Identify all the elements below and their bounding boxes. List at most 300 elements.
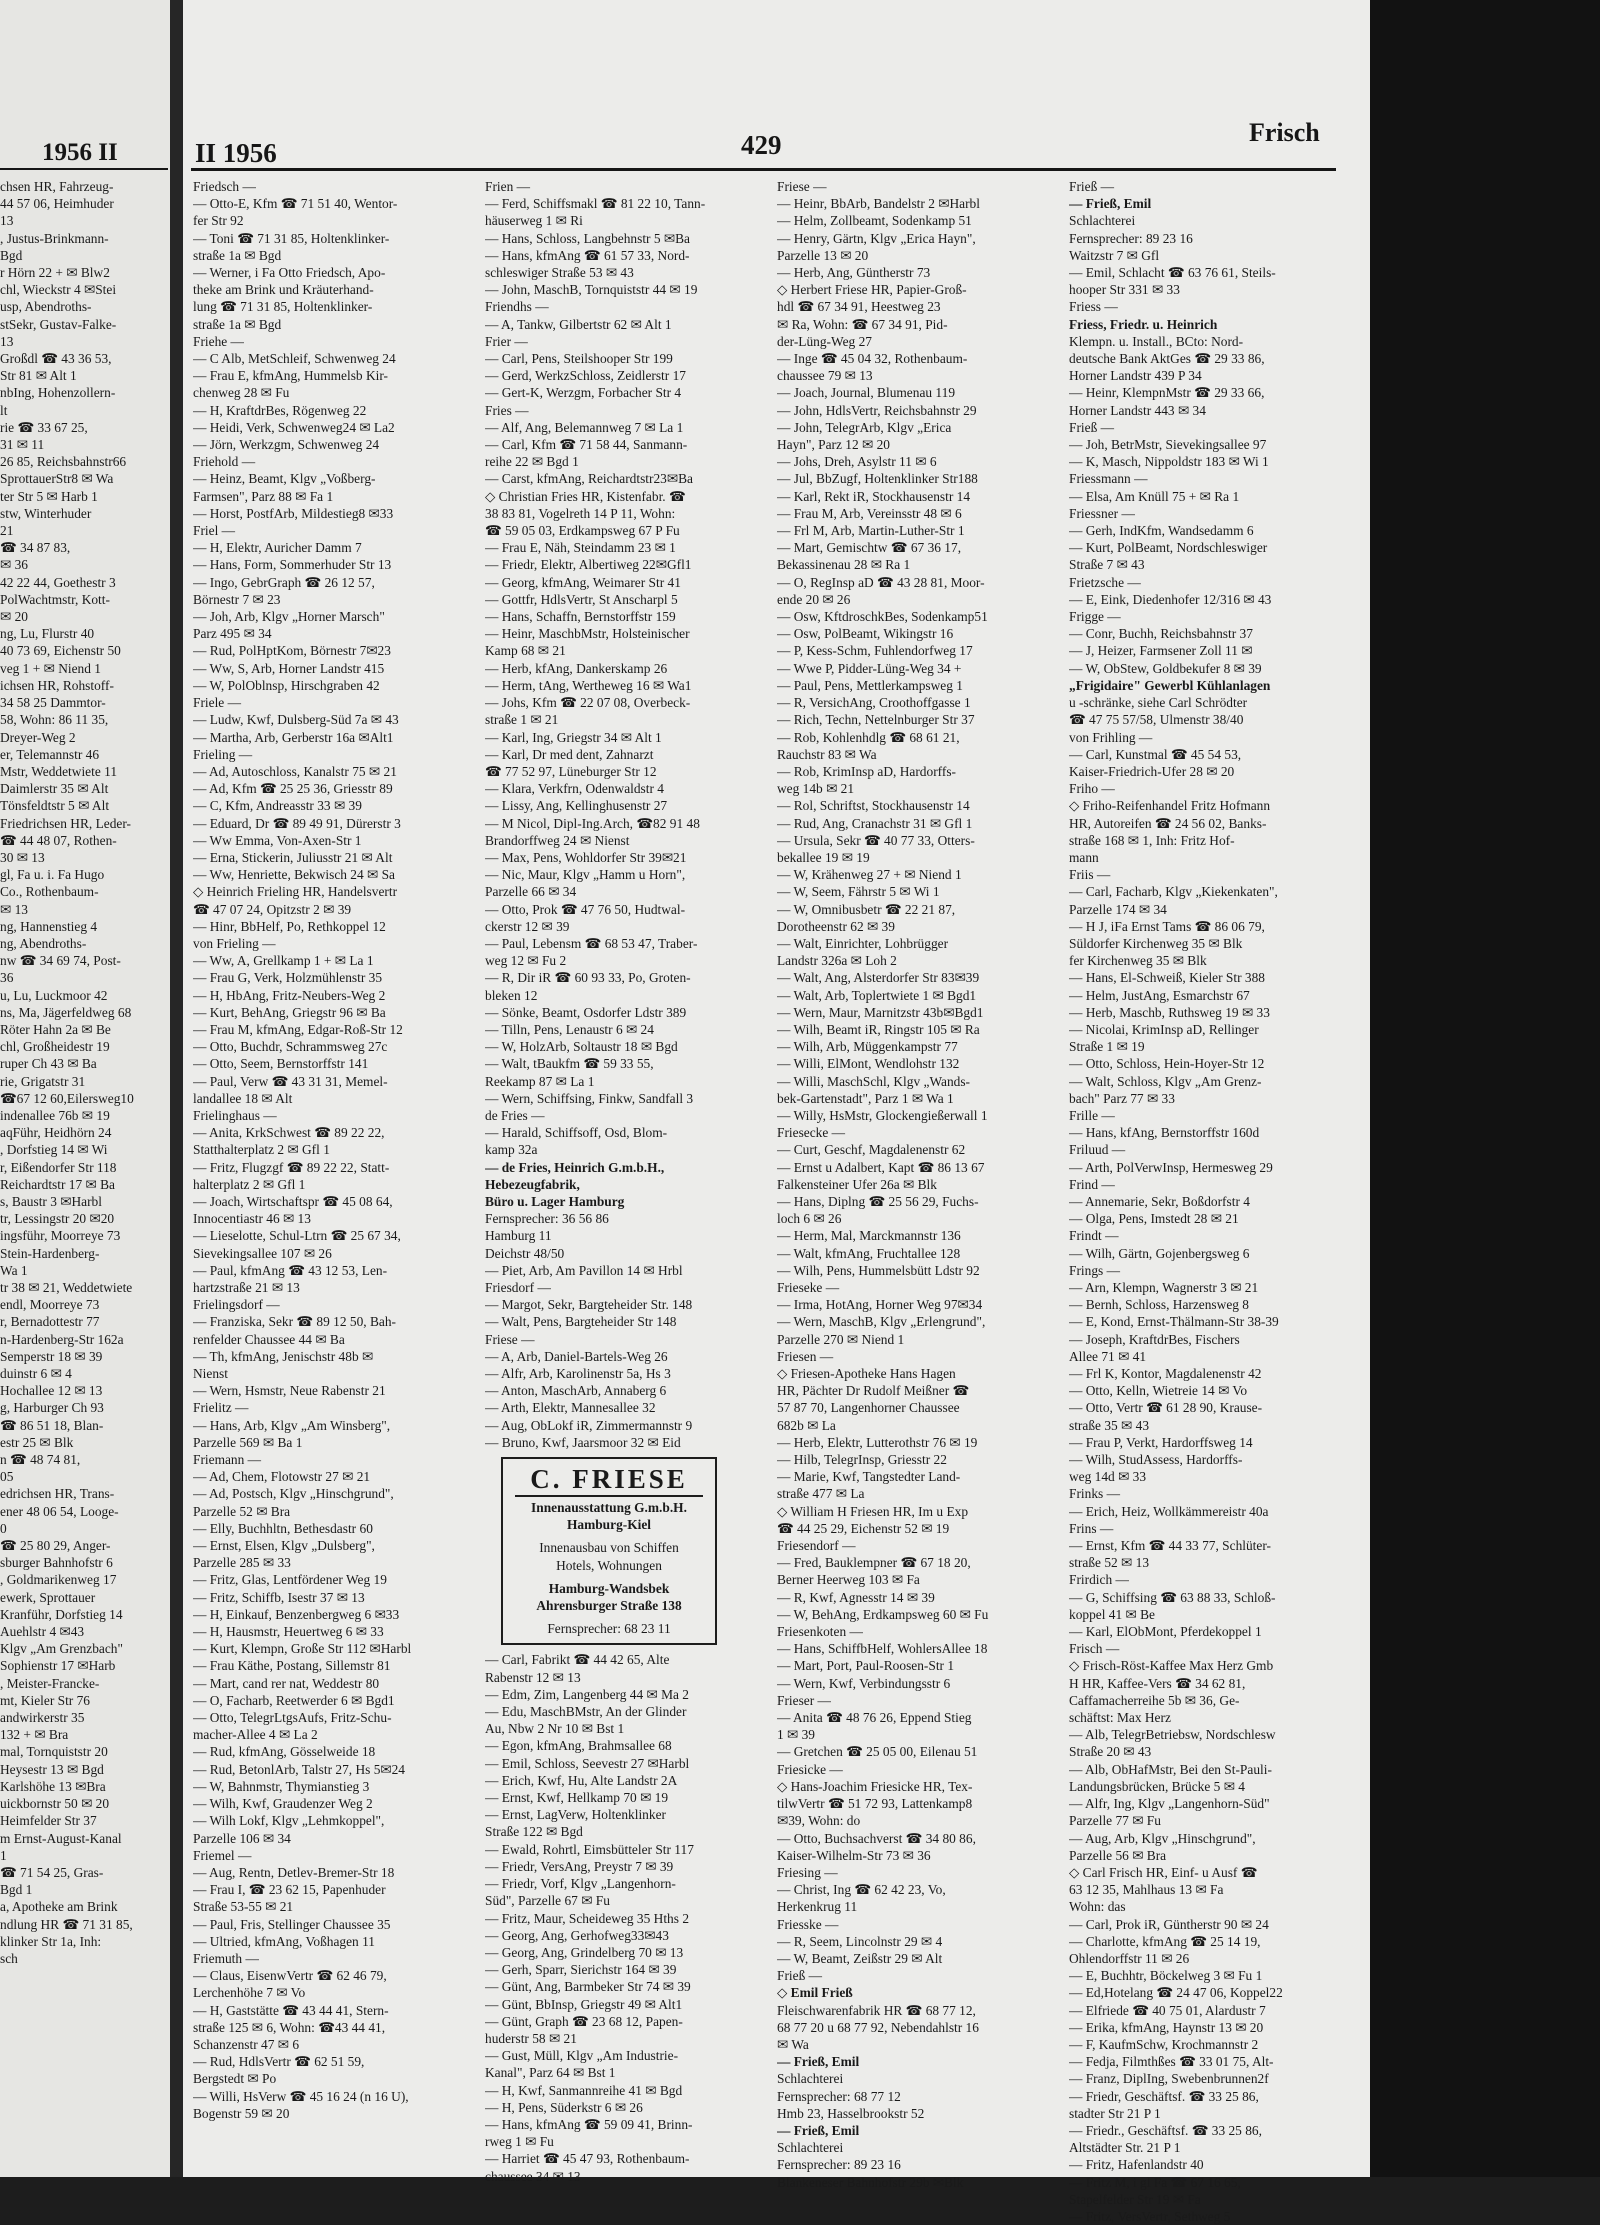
- ad-line-1: Innenausbau von Schiffen: [539, 1540, 679, 1556]
- directory-entry-line: Schlachterei: [777, 2140, 844, 2156]
- directory-entry-line: straße 1a ✉ Bgd: [193, 247, 282, 263]
- directory-entry-line: — Hilb, TelegrInsp, Griesstr 22: [777, 1452, 947, 1468]
- directory-entry-line: — W, Beamt, Zeißstr 29 ✉ Alt: [777, 1950, 943, 1966]
- running-head: Frisch: [1249, 118, 1320, 147]
- directory-entry-line: Bekassinenau 28 ✉ Ra 1: [777, 557, 911, 573]
- directory-entry-line: — Eduard, Dr ☎ 89 49 91, Dürerstr 3: [193, 815, 401, 831]
- directory-entry-line: — Fedja, Filmthßes ☎ 33 01 75, Alt-: [1069, 2054, 1274, 2070]
- directory-entry-line: Parzelle 66 ✉ 34: [485, 884, 577, 900]
- directory-entry-line: ☎ 44 25 29, Eichenstr 52 ✉ 19: [777, 1520, 950, 1536]
- directory-entry-line: Frieling —: [193, 746, 253, 762]
- directory-entry-line: — Willi, HsVerw ☎ 45 16 24 (n 16 U),: [193, 2088, 409, 2104]
- directory-entry-line: — Frau I, ☎ 23 62 15, Papenhuder: [193, 1882, 386, 1898]
- directory-entry-line: Frieß —: [777, 1968, 823, 1984]
- fragment-line: a, Apotheke am Brink: [0, 1899, 118, 1915]
- column-1: [193, 178, 483, 2122]
- directory-entry-line: — Ad, Postsch, Klgv „Hinschgrund",: [193, 1486, 394, 1502]
- directory-entry-line: — Rud, kfmAng, Gösselweide 18: [193, 1744, 376, 1760]
- directory-entry-line: — Rob, KrimInsp aD, Hardorffs-: [777, 763, 957, 779]
- directory-entry-line: — Walt, Einrichter, Lohbrügger: [777, 935, 949, 951]
- directory-entry-line: — Heinr, KlempnMstr ☎ 29 33 66,: [1069, 385, 1265, 401]
- directory-entry-line: Straße 53-55 ✉ 21: [193, 1899, 294, 1915]
- directory-entry-line: — Johs, Kfm ☎ 22 07 08, Overbeck-: [485, 695, 691, 711]
- directory-entry-line: — Aug, ObLokf iR, Zimmermannstr 9: [485, 1417, 693, 1433]
- directory-entry-line: Allee 71 ✉ 41: [1069, 1348, 1147, 1364]
- directory-entry-line: — Franziska, Sekr ☎ 89 12 50, Bah-: [193, 1314, 397, 1330]
- directory-entry-line: — Frieß, Emil: [777, 2122, 860, 2138]
- directory-entry-line: — Georg, kfmAng, Weimarer Str 41: [485, 574, 681, 590]
- directory-entry-line: von Frihling —: [1069, 729, 1153, 745]
- directory-entry-line: — Erika, kfmAng, Haynstr 13 ✉ 20: [1069, 2019, 1264, 2035]
- fragment-line: sburger Bahnhofstr 6: [0, 1555, 113, 1571]
- directory-entry-line: rweg 1 ✉ Fu: [485, 2134, 554, 2150]
- fragment-line: rie, Grigatstr 31: [0, 1073, 86, 1089]
- directory-entry-line: — Frieß, Emil: [1069, 196, 1152, 212]
- fragment-line: ndlung HR ☎ 71 31 85,: [0, 1916, 133, 1932]
- directory-entry-line: — Egon, kfmAng, Brahmsallee 68: [485, 1738, 672, 1754]
- directory-entry-line: Rauchstr 83 ✉ Wa: [777, 746, 877, 762]
- directory-entry-line: Straße 122 ✉ Bgd: [485, 1824, 583, 1840]
- directory-entry-line: Friehold —: [193, 454, 256, 470]
- directory-entry-line: — Ernst, Kfm ☎ 44 33 77, Schlüter-: [1069, 1538, 1271, 1554]
- directory-entry-line: ☎ 59 05 03, Erdkampsweg 67 P Fu: [485, 523, 680, 539]
- directory-entry-line: Caffamacherreihe 5b ✉ 36, Ge-: [1069, 1692, 1240, 1708]
- directory-entry-line: Landungsbrücken, Brücke 5 ✉ 4: [1069, 1778, 1245, 1794]
- directory-entry-line: H HR, Kaffee-Vers ☎ 34 62 81,: [1069, 1675, 1246, 1691]
- directory-entry-line: — Elly, Buchhltn, Bethesdastr 60: [193, 1520, 373, 1536]
- directory-entry-line: straße 477 ✉ La: [777, 1486, 865, 1502]
- directory-entry-line: straße 52 ✉ 13: [1069, 1555, 1150, 1571]
- directory-entry-line: — E, Eink, Diedenhofer 12/316 ✉ 43: [1069, 591, 1272, 607]
- directory-entry-line: — K, Masch, Nippoldstr 183 ✉ Wi 1: [1069, 454, 1269, 470]
- directory-entry-line: — Walt, kfmAng, Fruchtallee 128: [777, 1245, 961, 1261]
- directory-entry-line: — H, Einkauf, Benzenbergweg 6 ✉33: [193, 1606, 400, 1622]
- directory-entry-line: — Annemarie, Sekr, Boßdorfstr 4: [1069, 1193, 1250, 1209]
- previous-page-header: 1956 II: [42, 139, 118, 166]
- directory-entry-line: — Alb, TelegrBetriebsw, Nordschlesw: [1069, 1727, 1276, 1743]
- directory-entry-line: — Elsa, Am Knüll 75 + ✉ Ra 1: [1069, 488, 1240, 504]
- directory-entry-line: — Erna, Stickerin, Juliusstr 21 ✉ Alt: [193, 849, 393, 865]
- ad-phone: Fernsprecher: 68 23 11: [547, 1621, 671, 1637]
- directory-entry-line: — Hans, kfAng, Bernstorffstr 160d: [1069, 1125, 1260, 1141]
- directory-entry-line: Friesicke —: [777, 1761, 843, 1777]
- directory-entry-line: — Günt, Ang, Barmbeker Str 74 ✉ 39: [485, 1979, 691, 1995]
- directory-entry-line: — E, Kond, Ernst-Thälmann-Str 38-39: [1069, 1314, 1279, 1330]
- fragment-line: 1: [0, 1847, 7, 1863]
- directory-entry-line: Friel —: [193, 523, 236, 539]
- fragment-line: ng, Lu, Flurstr 40: [0, 626, 95, 642]
- directory-entry-line: — Walt, Arb, Toplertwiete 1 ✉ Bgd1: [777, 987, 977, 1003]
- fragment-line: veg 1 + ✉ Niend 1: [0, 660, 101, 676]
- directory-entry-line: — H, Pens, Süderkstr 6 ✉ 26: [485, 2099, 643, 2115]
- fragment-line: 05: [0, 1469, 14, 1485]
- directory-entry-line: — Ursula, Sekr ☎ 40 77 33, Otters-: [777, 832, 975, 848]
- directory-entry-line: — Otto, Buchdr, Schrammsweg 27c: [193, 1039, 388, 1055]
- directory-entry-line: — Friedr, Vorf, Klgv „Langenhorn-: [485, 1876, 676, 1892]
- scan-margin: [1370, 0, 1600, 2177]
- fragment-line: s, Baustr 3 ✉Harbl: [0, 1193, 102, 1209]
- fragment-line: rie ☎ 33 67 25,: [0, 419, 88, 435]
- directory-entry-line: — Hans, Schloss, Langbehnstr 5 ✉Ba: [485, 230, 690, 246]
- directory-entry-line: — Hans, Arb, Klgv „Am Winsberg",: [193, 1417, 391, 1433]
- directory-entry-line: Fernsprecher: 36 56 86: [485, 1211, 609, 1227]
- directory-entry-line: weg 12 ✉ Fu 2: [485, 953, 567, 969]
- page-number: 429: [741, 130, 782, 160]
- directory-entry-line: — Frl M, Arb, Martin-Luther-Str 1: [777, 523, 965, 539]
- directory-entry-line: — Kurt, Klempn, Große Str 112 ✉Harbl: [193, 1641, 412, 1657]
- fragment-line: 13: [0, 213, 14, 229]
- column-2-entries-top: [485, 178, 775, 1451]
- directory-entry-line: — Willi, MaschSchl, Klgv „Wands-: [777, 1073, 971, 1089]
- directory-entry-line: Parzelle 106 ✉ 34: [193, 1830, 291, 1846]
- directory-entry-line: lung ☎ 71 31 85, Holtenklinker-: [193, 299, 373, 315]
- directory-entry-line: hartzstraße 21 ✉ 13: [193, 1280, 300, 1295]
- directory-entry-line: — Th, kfmAng, Jenischstr 48b ✉: [193, 1348, 374, 1364]
- fragment-line: ter Str 5 ✉ Harb 1: [0, 488, 98, 504]
- fragment-line: 13: [0, 333, 14, 349]
- fragment-line: ener 48 06 54, Looge-: [0, 1503, 119, 1519]
- fragment-line: chl, Wieckstr 4 ✉Stei: [0, 282, 117, 298]
- directory-entry-line: — Tilln, Pens, Lenaustr 6 ✉ 24: [485, 1021, 654, 1037]
- directory-entry-line: — John, MaschB, Tornquiststr 44 ✉ 19: [485, 282, 698, 298]
- directory-entry-line: Stapelfelder Str 19 ✉ Fa: [1069, 2191, 1201, 2207]
- directory-entry-line: — Frau P, Verkt, Hardorffsweg 14: [1069, 1434, 1253, 1450]
- fragment-line: uickbornstr 50 ✉ 20: [0, 1796, 110, 1812]
- directory-entry-line: Falkensteiner Ufer 26a ✉ Blk: [777, 1176, 937, 1192]
- fragment-line: Wa 1: [0, 1262, 28, 1278]
- directory-entry-line: Nienst: [193, 1366, 228, 1382]
- fragment-line: Sophienstr 17 ✉Harb: [0, 1658, 116, 1674]
- fragment-line: Auehlstr 4 ✉43: [0, 1624, 85, 1640]
- directory-entry-line: Waitzstr 7 ✉ Gfl: [1069, 247, 1160, 263]
- directory-entry-line: straße 1a ✉ Bgd: [193, 316, 282, 332]
- directory-entry-line: Hmb 23, Hasselbrookstr 52: [777, 2105, 925, 2121]
- directory-entry-line: Friessmann —: [1069, 471, 1148, 487]
- fragment-line: 0: [0, 1520, 7, 1536]
- directory-entry-line: — Anita ☎ 48 76 26, Eppend Stieg: [777, 1710, 972, 1726]
- directory-entry-line: — Martha, Arb, Gerberstr 16a ✉Alt1: [193, 729, 394, 745]
- directory-entry-line: — E, Buchhtr, Böckelweg 3 ✉ Fu 1: [1069, 1968, 1263, 1984]
- directory-entry-line: — Emil, Schloss, Seevestr 27 ✉Harbl: [485, 1755, 690, 1771]
- fragment-line: , Justus-Brinkmann-: [0, 230, 109, 246]
- directory-entry-line: de Fries —: [485, 1107, 545, 1123]
- directory-entry-line: — Alf, Ang, Belemannweg 7 ✉ La 1: [485, 419, 684, 435]
- directory-entry-line: — Herb, kfAng, Dankerskamp 26: [485, 660, 668, 676]
- directory-entry-line: ☎ 47 07 24, Opitzstr 2 ✉ 39: [193, 901, 352, 917]
- ad-address-1: Hamburg-Wandsbek: [548, 1580, 670, 1596]
- directory-entry-line: — Otto, Schloss, Hein-Hoyer-Str 12: [1069, 1056, 1265, 1072]
- fragment-line: ruper Ch 43 ✉ Ba: [0, 1056, 97, 1072]
- directory-entry-line: Hebezeugfabrik,: [485, 1176, 580, 1192]
- directory-entry-line: — Wilh, Arb, Müggenkampstr 77: [777, 1039, 958, 1055]
- directory-entry-line: — Fritz, VersVertr, Sethweg 5: [1069, 2208, 1231, 2224]
- directory-entry-line: — Erich, Heiz, Wollkämmereistr 40a: [1069, 1503, 1269, 1519]
- directory-entry-line: ☎ 47 75 57/58, Ulmenstr 38/40: [1069, 712, 1244, 728]
- directory-entry-line: stadter Str 21 P 1: [1069, 2105, 1161, 2121]
- directory-entry-line: — Harriet ☎ 45 47 93, Rothenbaum-: [485, 2151, 690, 2167]
- directory-entry-line: Frielinghaus —: [193, 1107, 277, 1123]
- directory-entry-line: Kanal", Parz 64 ✉ Bst 1: [485, 2065, 616, 2081]
- fragment-line: tr, Lessingstr 20 ✉20: [0, 1211, 115, 1227]
- directory-entry-line: — Carl, Pens, Steilshooper Str 199: [485, 351, 673, 367]
- directory-entry-line: — Alb, ObHafMstr, Bei den St-Pauli-: [1069, 1761, 1272, 1777]
- directory-entry-line: — Wern, Schiffsing, Finkw, Sandfall 3: [485, 1090, 694, 1106]
- directory-entry-line: Büro u. Lager Hamburg: [485, 1193, 625, 1209]
- book-gutter: [170, 0, 183, 2177]
- directory-entry-line: Börnestr 7 ✉ 23: [193, 591, 281, 607]
- fragment-line: Bgd 1: [0, 1882, 33, 1898]
- directory-entry-line: deutsche Bank AktGes ☎ 29 33 86,: [1069, 351, 1265, 367]
- directory-entry-line: Frille —: [1069, 1107, 1115, 1123]
- directory-entry-line: Friese —: [777, 179, 827, 194]
- directory-entry-line: — Walt, tBaukfm ☎ 59 33 55,: [485, 1056, 654, 1072]
- fragment-line: lt: [0, 402, 8, 418]
- directory-entry-line: — Frau E, Näh, Steindamm 23 ✉ 1: [485, 540, 676, 556]
- directory-entry-line: halterplatz 2 ✉ Gfl 1: [193, 1176, 306, 1192]
- directory-entry-line: — H, KraftdrBes, Rögenweg 22: [193, 402, 367, 418]
- directory-entry-line: Fernsprecher: 89 23 16: [1069, 230, 1193, 246]
- fragment-line: endl, Moorreye 73: [0, 1297, 100, 1313]
- fragment-line: nbIng, Hohenzollern-: [0, 385, 116, 401]
- column-2: [485, 178, 775, 2185]
- directory-entry-line: — Frau E, kfmAng, Hummelsb Kir-: [193, 368, 388, 384]
- directory-entry-line: — Hinr, BbHelf, Po, Rethkoppel 12: [193, 918, 386, 934]
- directory-entry-line: kamp 32a: [485, 1142, 538, 1158]
- fragment-line: ☎67 12 60,Eilersweg10: [0, 1090, 134, 1106]
- directory-entry-line: fer Kirchenweg 35 ✉ Blk: [1069, 953, 1207, 969]
- directory-entry-line: — F, KaufmSchw, Krochmannstr 2: [1069, 2036, 1259, 2052]
- directory-entry-line: Innocentiastr 46 ✉ 13: [193, 1211, 311, 1227]
- directory-entry-line: Friess —: [1069, 299, 1118, 315]
- directory-entry-line: — Horst, PostfArb, Mildestieg8 ✉33: [193, 505, 394, 521]
- fragment-line: n ☎ 48 74 81,: [0, 1452, 81, 1468]
- directory-entry-line: HR, Autoreifen ☎ 24 56 02, Banks-: [1069, 815, 1267, 831]
- directory-entry-line: ☎ 77 52 97, Lüneburger Str 12: [485, 763, 657, 779]
- ad-subtitle: Innenausstattung G.m.b.H.: [531, 1500, 687, 1516]
- fragment-line: Tönsfeldtstr 5 ✉ Alt: [0, 798, 110, 814]
- fragment-line: er, Telemannstr 46: [0, 746, 100, 762]
- directory-entry-line: — Willi, ElMont, Wendlohstr 132: [777, 1056, 960, 1072]
- directory-entry-line: — C Alb, MetSchleif, Schwenweg 24: [193, 351, 396, 367]
- ad-title: C. FRIESE: [515, 1463, 703, 1497]
- directory-entry-line: — M Nicol, Dipl-Ing.Arch, ☎82 91 48: [485, 815, 700, 831]
- directory-entry-line: — Alfr, Arb, Karolinenstr 5a, Hs 3: [485, 1366, 671, 1382]
- directory-entry-line: Parzelle 285 ✉ 33: [193, 1555, 291, 1571]
- fragment-line: ichsen HR, Rohstoff-: [0, 677, 114, 693]
- directory-entry-line: der-Lüng-Weg 27: [777, 333, 872, 349]
- directory-entry-line: — Herb, Elektr, Lutterothstr 76 ✉ 19: [777, 1434, 978, 1450]
- directory-entry-line: Frings —: [1069, 1262, 1120, 1278]
- directory-entry-line: — Toni ☎ 71 31 85, Holtenklinker-: [193, 230, 390, 246]
- fragment-line: estr 25 ✉ Blk: [0, 1434, 74, 1450]
- directory-entry-line: ◇ Hans-Joachim Friesicke HR, Tex-: [777, 1778, 973, 1794]
- directory-entry-line: — Kurt, BehAng, Griegstr 96 ✉ Ba: [193, 1004, 386, 1020]
- directory-entry-line: Frieß —: [1069, 179, 1115, 194]
- directory-entry-line: Friele —: [193, 695, 241, 711]
- fragment-line: Daimlerstr 35 ✉ Alt: [0, 781, 109, 797]
- directory-entry-line: — Inge ☎ 45 04 32, Rothenbaum-: [777, 351, 968, 367]
- directory-entry-line: — Lieselotte, Schul-Ltrn ☎ 25 67 34,: [193, 1228, 401, 1244]
- fragment-line: , Dorfstieg 14 ✉ Wi: [0, 1142, 108, 1158]
- directory-entry-line: chenweg 28 ✉ Fu: [193, 385, 290, 401]
- directory-entry-line: — Wern, Maur, Marnitzstr 43b✉Bgd1: [777, 1004, 984, 1020]
- directory-entry-line: — Nicolai, KrimInsp aD, Rellinger: [1069, 1021, 1259, 1037]
- directory-entry-line: Statthalterplatz 2 ✉ Gfl 1: [193, 1142, 330, 1158]
- directory-entry-line: — Rich, Techn, Nettelnburger Str 37: [777, 712, 975, 728]
- directory-entry-line: weg 14b ✉ 21: [777, 781, 855, 797]
- fragment-line: stw, Winterhuder: [0, 505, 92, 521]
- directory-entry-line: — Werner, i Fa Otto Friedsch, Apo-: [193, 265, 386, 281]
- directory-entry-line: koppel 41 ✉ Be: [1069, 1606, 1155, 1622]
- directory-entry-line: — H, Gaststätte ☎ 43 44 41, Stern-: [193, 2002, 389, 2018]
- directory-entry-line: Au, Nbw 2 Nr 10 ✉ Bst 1: [485, 1721, 625, 1737]
- directory-entry-line: — Irma, HotAng, Horner Weg 97✉34: [777, 1297, 983, 1313]
- directory-entry-line: — Frau G, Verk, Holzmühlenstr 35: [193, 970, 383, 986]
- directory-entry-line: — Erich, Kwf, Hu, Alte Landstr 2A: [485, 1772, 678, 1788]
- directory-entry-line: straße 125 ✉ 6, Wohn: ☎43 44 41,: [193, 2019, 386, 2035]
- directory-entry-line: 63 12 35, Mahlhaus 13 ✉ Fa: [1069, 1882, 1224, 1898]
- fragment-line: ✉ 20: [0, 609, 28, 625]
- fragment-line: Bgd: [0, 247, 23, 263]
- directory-entry-line: — Wilh Lokf, Klgv „Lehmkoppel",: [193, 1813, 385, 1829]
- fragment-line: m Ernst-August-Kanal: [0, 1830, 122, 1846]
- directory-entry-line: Parzelle 174 ✉ 34: [1069, 901, 1167, 917]
- directory-entry-line: Parzelle 569 ✉ Ba 1: [193, 1434, 303, 1450]
- directory-entry-line: — Friedr., Geschäftsf. ☎ 33 25 86,: [1069, 2122, 1262, 2138]
- directory-entry-line: Brandorffweg 24 ✉ Nienst: [485, 832, 630, 848]
- directory-entry-line: — Rob, Kohlenhdlg ☎ 68 61 21,: [777, 729, 960, 745]
- directory-entry-line: straße 35 ✉ 43: [1069, 1417, 1150, 1433]
- directory-entry-line: — Karl, ElObMont, Pferdekoppel 1: [1069, 1624, 1262, 1640]
- directory-entry-line: — Wwe P, Pidder-Lüng-Weg 34 +: [777, 660, 962, 676]
- directory-entry-line: 68 77 20 u 68 77 92, Nebendahlstr 16: [777, 2019, 979, 2035]
- directory-entry-line: — Helm, Zollbeamt, Sodenkamp 51: [777, 213, 972, 229]
- directory-entry-line: Kaiser-Friedrich-Ufer 28 ✉ 20: [1069, 763, 1235, 779]
- directory-entry-line: — Wilh, Beamt iR, Ringstr 105 ✉ Ra: [777, 1021, 980, 1037]
- directory-entry-line: Straße 20 ✉ 43: [1069, 1744, 1152, 1760]
- directory-entry-line: — Fritz, Hafenlandstr 40: [1069, 2157, 1204, 2173]
- fragment-line: ingsführ, Moorreye 73: [0, 1228, 121, 1244]
- directory-entry-line: — Günt, Graph ☎ 23 68 12, Papen-: [485, 2013, 683, 2029]
- fragment-line: 31 ✉ 11: [0, 437, 45, 453]
- fragment-line: Kranführ, Dorfstieg 14: [0, 1606, 123, 1622]
- fragment-line: Semperstr 18 ✉ 39: [0, 1348, 103, 1364]
- directory-entry-line: — Heinr, BbArb, Bandelstr 2 ✉Harbl: [777, 196, 980, 212]
- directory-entry-line: — Ww, Henriette, Bekwisch 24 ✉ Sa: [193, 867, 395, 883]
- directory-entry-line: theke am Brink und Kräuterhand-: [193, 282, 374, 298]
- directory-entry-line: — Elfriede ☎ 40 75 01, Alardustr 7: [1069, 2002, 1266, 2018]
- directory-entry-line: Blankeneser Bahnhofstr 29b ✉Blk: [777, 2174, 964, 2190]
- directory-entry-line: — Ww, A, Grellkamp 1 + ✉ La 1: [193, 953, 374, 969]
- directory-entry-line: chaussee 34 ✉ 13: [485, 2168, 581, 2184]
- directory-entry-line: — Hans, Form, Sommerhuder Str 13: [193, 557, 392, 573]
- directory-entry-line: ◇ Carl Frisch HR, Einf- u Ausf ☎: [1069, 1864, 1258, 1880]
- directory-entry-line: hdl ☎ 67 34 91, Heestweg 23: [777, 299, 941, 315]
- directory-entry-line: 1 ✉ 39: [777, 1727, 816, 1743]
- fragment-line: ☎ 44 48 07, Rothen-: [0, 832, 117, 848]
- fragment-line: n-Hardenberg-Str 162a: [0, 1331, 124, 1347]
- directory-entry-line: — O, RegInsp aD ☎ 43 28 81, Moor-: [777, 574, 985, 590]
- directory-entry-line: Ohlendorffstr 11 ✉ 26: [1069, 1950, 1190, 1966]
- directory-entry-line: bach" Parz 77 ✉ 33: [1069, 1090, 1175, 1106]
- directory-entry-line: — Kurt, PolBeamt, Nordschleswiger: [1069, 540, 1268, 556]
- directory-entry-line: — A, Arb, Daniel-Bartels-Weg 26: [485, 1348, 668, 1364]
- directory-entry-line: Schlachterei: [1069, 213, 1136, 229]
- directory-entry-line: — Carl, Fabrikt ☎ 44 42 65, Alte: [485, 1652, 670, 1668]
- directory-entry-line: — Ernst, LagVerw, Holtenklinker: [485, 1807, 666, 1823]
- directory-entry-line: — Frieß, Emil: [777, 2054, 860, 2070]
- directory-entry-line: — Fritz, Schiffb, Isestr 37 ✉ 13: [193, 1589, 365, 1605]
- fragment-line: mt, Kieler Str 76: [0, 1692, 91, 1708]
- directory-entry-line: — O, Facharb, Reetwerder 6 ✉ Bgd1: [193, 1692, 395, 1708]
- directory-entry-line: bek-Gartenstadt", Parz 1 ✉ Wa 1: [777, 1090, 954, 1106]
- directory-entry-line: — Otto, TelegrLtgsAufs, Fritz-Schu-: [193, 1710, 392, 1726]
- directory-entry-line: Bergstedt ✉ Po: [193, 2071, 277, 2087]
- fragment-line: ng, Abendroths-: [0, 935, 87, 951]
- directory-entry-line: Frieseke —: [777, 1280, 840, 1295]
- directory-entry-line: straße 168 ✉ 1, Inh: Fritz Hof-: [1069, 832, 1235, 848]
- column-3: [777, 178, 1067, 2191]
- directory-entry-line: — Arth, Elektr, Mannesallee 32: [485, 1400, 656, 1416]
- directory-entry-line: — Paul, Fris, Stellinger Chaussee 35: [193, 1916, 391, 1932]
- fragment-line: g, Harburger Ch 93: [0, 1400, 104, 1416]
- directory-entry-line: — Hans, SchiffbHelf, WohlersAllee 18: [777, 1641, 988, 1657]
- directory-entry-line: — Bruno, Kwf, Jaarsmoor 32 ✉ Eid: [485, 1434, 681, 1450]
- fragment-line: indenallee 76b ✉ 19: [0, 1107, 110, 1123]
- fragment-line: Heimfelder Str 37: [0, 1813, 97, 1829]
- directory-entry-line: Süldorfer Kirchenweg 35 ✉ Blk: [1069, 935, 1243, 951]
- directory-entry-line: ✉ Wa: [777, 2036, 809, 2052]
- ad-city: Hamburg-Kiel: [566, 1517, 652, 1533]
- directory-entry-line: — Wern, Kwf, Verbindungsstr 6: [777, 1675, 951, 1691]
- directory-entry-line: — Joh, BetrMstr, Sievekingsallee 97: [1069, 437, 1267, 453]
- directory-entry-line: — Ewald, Rohrtl, Eimsbütteler Str 117: [485, 1841, 694, 1857]
- directory-entry-line: — H, Kwf, Sanmannreihe 41 ✉ Bgd: [485, 2082, 683, 2098]
- directory-entry-line: Parzelle 52 ✉ Bra: [193, 1503, 291, 1519]
- directory-entry-line: ✉39, Wohn: do: [777, 1813, 861, 1829]
- directory-entry-line: — Wilh, Kwf, Graudenzer Weg 2: [193, 1796, 373, 1812]
- directory-entry-line: — Paul, Pens, Mettlerkampsweg 1: [777, 677, 963, 693]
- directory-entry-line: — Carst, kfmAng, Reichardtstr23✉Ba: [485, 471, 693, 487]
- directory-entry-line: reihe 22 ✉ Bgd 1: [485, 454, 579, 470]
- fragment-line: nw ☎ 34 69 74, Post-: [0, 953, 121, 969]
- directory-entry-line: — Edm, Zim, Langenberg 44 ✉ Ma 2: [485, 1686, 689, 1702]
- directory-entry-line: ◇ William H Friesen HR, Im u Exp: [777, 1503, 969, 1519]
- fragment-line: gl, Fa u. i. Fa Hugo: [0, 867, 105, 883]
- directory-entry-line: Landstr 326a ✉ Loh 2: [777, 953, 897, 969]
- directory-entry-line: — Gerh, Sparr, Sierichstr 164 ✉ 39: [485, 1962, 677, 1978]
- fragment-line: r, Bernadottestr 77: [0, 1314, 100, 1330]
- fragment-line: sch: [0, 1950, 18, 1966]
- directory-entry-line: — Ernst u Adalbert, Kapt ☎ 86 13 67: [777, 1159, 985, 1175]
- directory-entry-line: — Otto-E, Kfm ☎ 71 51 40, Wentor-: [193, 196, 398, 212]
- directory-entry-line: hooper Str 331 ✉ 33: [1069, 282, 1180, 298]
- directory-entry-line: — Ed,Hotelang ☎ 24 47 06, Koppel22: [1069, 1985, 1283, 2001]
- header-rule-left: [0, 168, 168, 170]
- directory-entry-line: — Klara, Verkfrn, Odenwaldstr 4: [485, 781, 664, 797]
- friese-advertisement: [501, 1457, 717, 1645]
- directory-entry-line: — Ad, Autoschloss, Kanalstr 75 ✉ 21: [193, 763, 397, 779]
- directory-entry-line: Frielingsdorf —: [193, 1297, 280, 1313]
- fragment-line: Reichardtstr 17 ✉ Ba: [0, 1176, 115, 1192]
- directory-entry-line: — Nic, Maur, Klgv „Hamm u Horn",: [485, 867, 686, 883]
- directory-entry-line: — Sönke, Beamt, Osdorfer Ldstr 389: [485, 1004, 687, 1020]
- directory-entry-line: — Joach, Wirtschaftspr ☎ 45 08 64,: [193, 1193, 393, 1209]
- directory-entry-line: — Fred, Bauklempner ☎ 67 18 20,: [777, 1555, 971, 1571]
- ad-line-2: Hotels, Wohnungen: [556, 1557, 662, 1573]
- directory-entry-line: Kaiser-Wilhelm-Str 73 ✉ 36: [777, 1847, 931, 1863]
- fragment-line: r, Eißendorfer Str 118: [0, 1159, 117, 1175]
